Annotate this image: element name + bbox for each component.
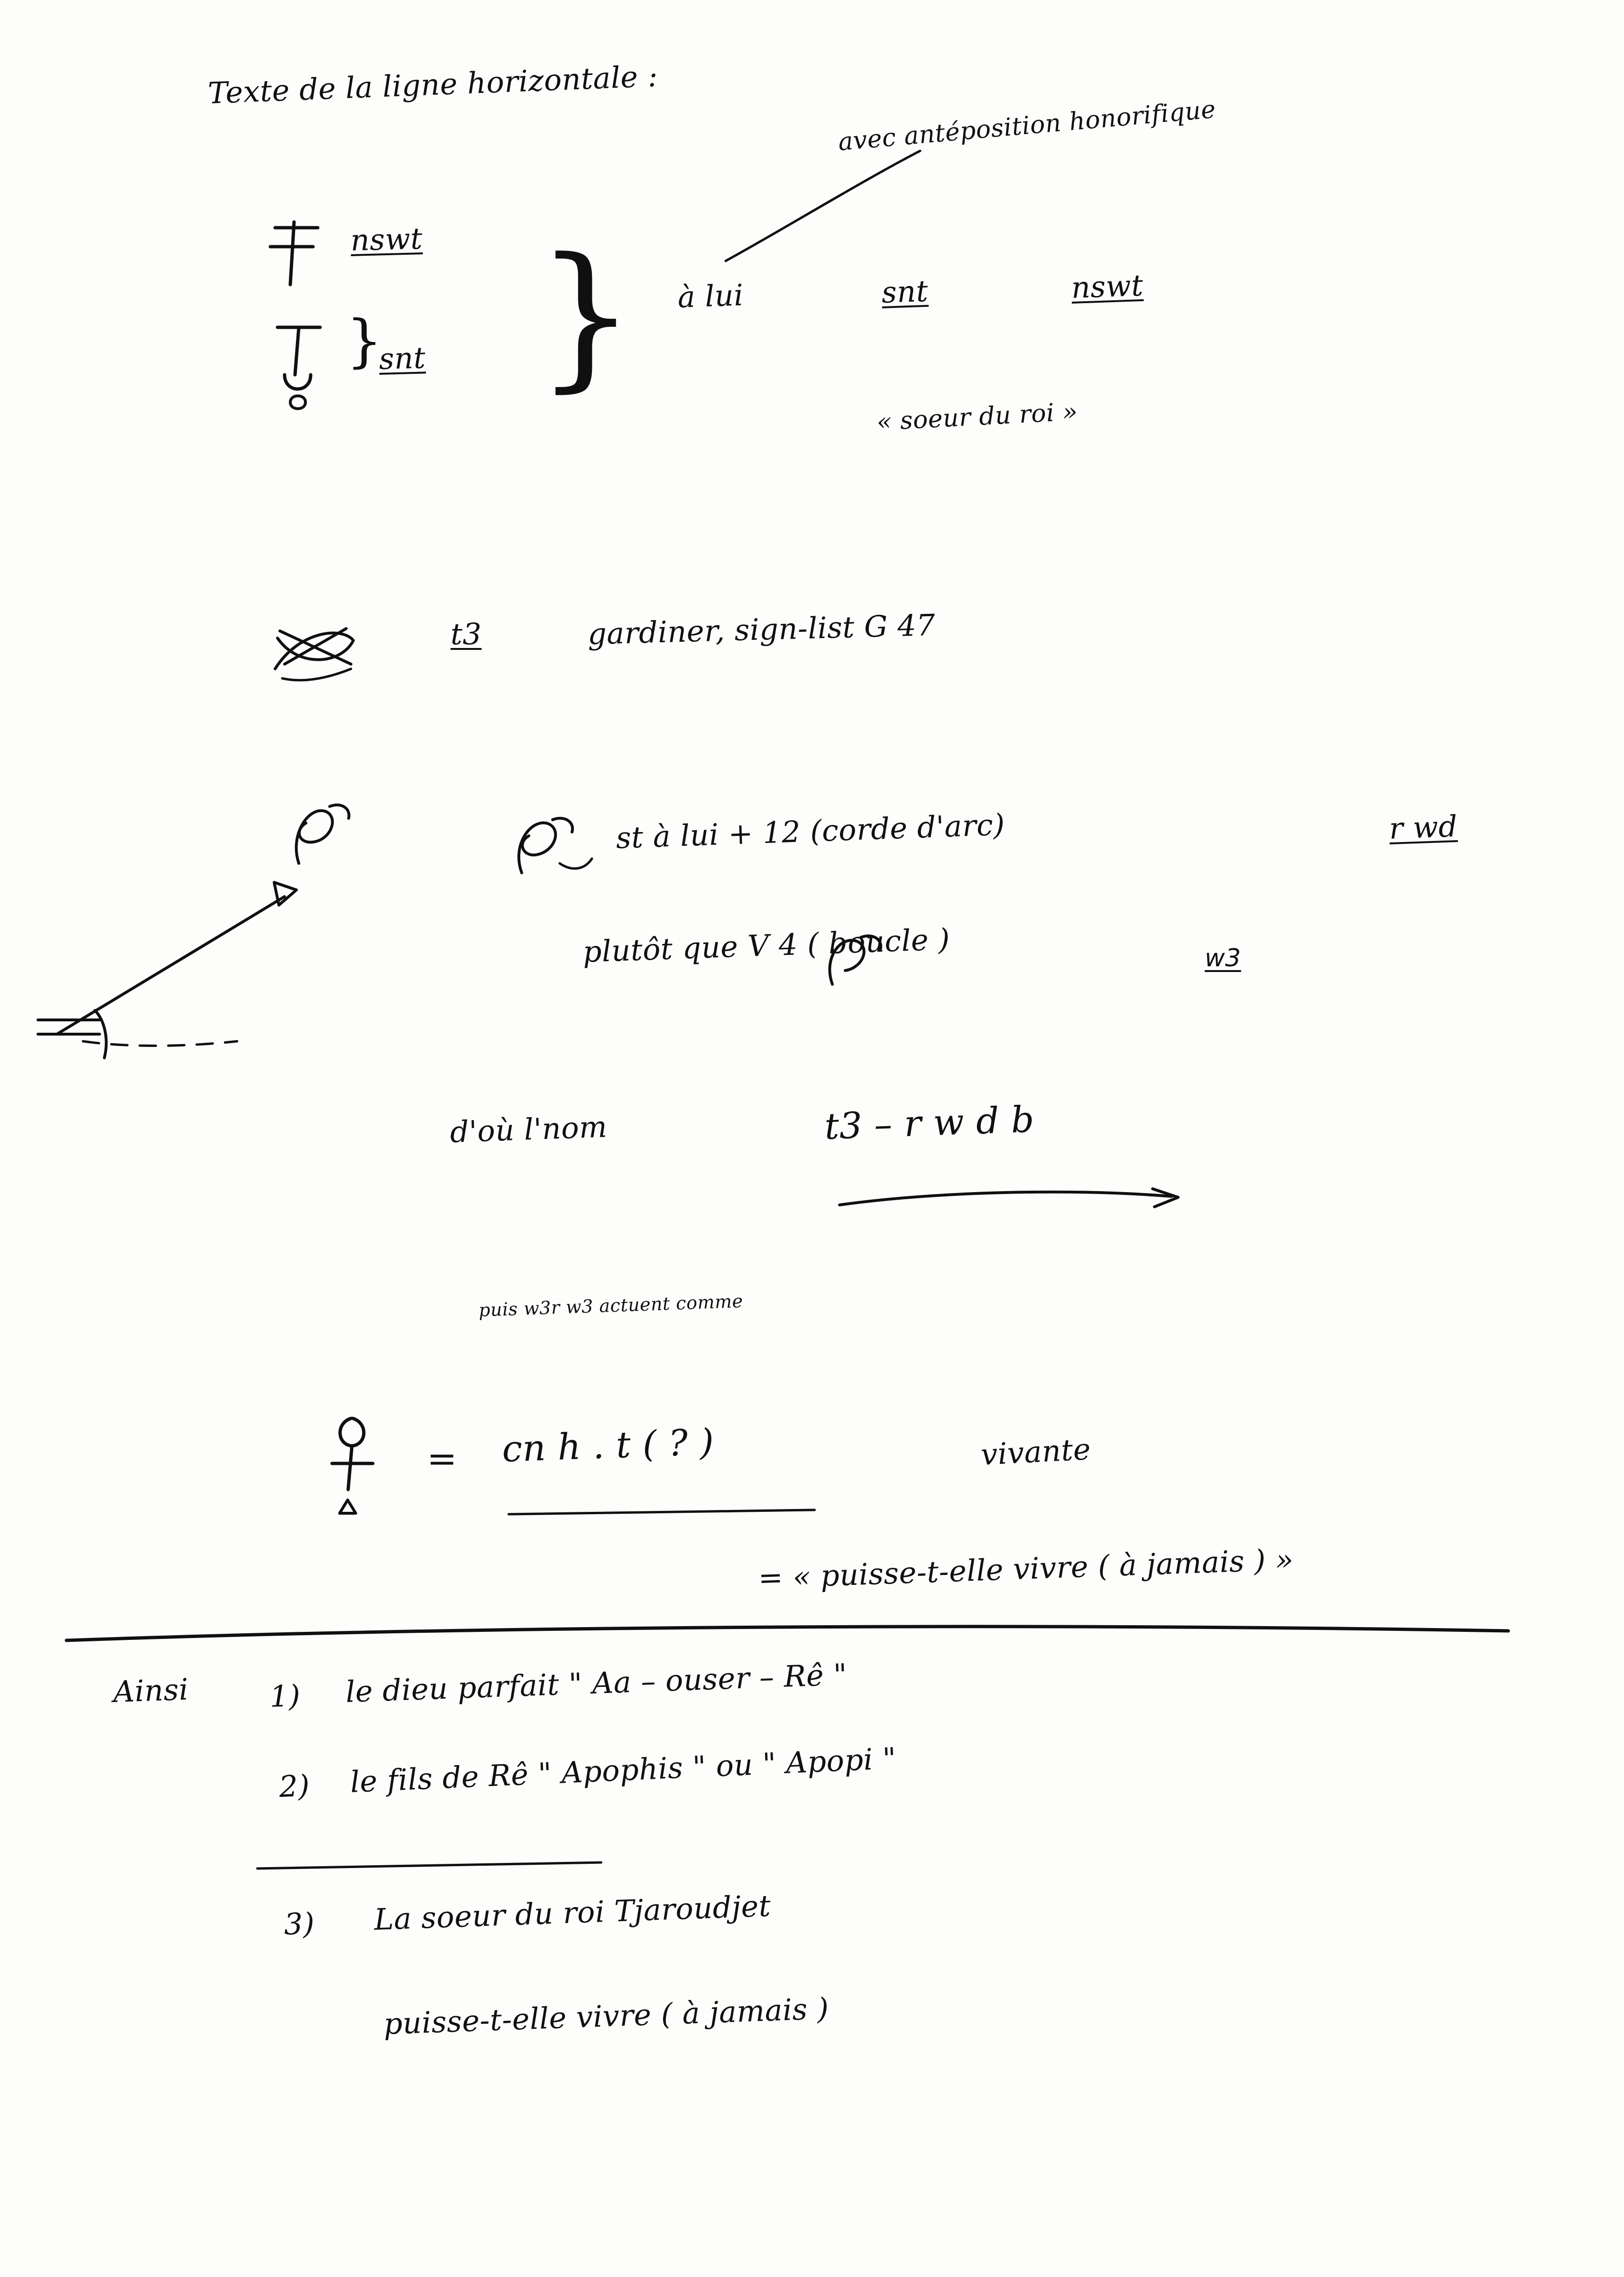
hieroglyph-snt-icon [266,323,332,417]
line3-text: st à lui + 12 (corde d'arc) [615,807,1006,855]
page-title: Texte de la ligne horizontale : [207,58,659,111]
phrase-snt: snt [881,273,929,310]
line5-formula: t3 – r w d b [823,1098,1035,1148]
formula-equals: = [427,1437,458,1480]
hieroglyph-jm-icon [280,797,356,868]
leader-stroke-title-note [721,142,920,266]
conclusion-3-text-b: puisse-t-elle vivre ( à jamais ) [383,1991,830,2041]
section-divider [66,1622,1513,1646]
conclusion-2-text: le fils de Rê " Apophis " ou " Apopi " [349,1740,897,1799]
hieroglyph-ankh-icon [327,1418,379,1527]
hieroglyph-t3-scribble-icon [270,612,360,688]
word-snt: snt [378,340,426,376]
brace-small: } [346,308,383,374]
hieroglyph-jm-inline-icon [503,811,593,882]
underline-formula-arrow [840,1186,1200,1219]
word-nswt: nswt [350,221,423,258]
underline-conclusion-2 [256,1861,602,1870]
conclusion-1-text: le dieu parfait " Aa – ouser – Rê " [345,1657,848,1709]
phrase-a-lui: à lui [677,278,744,315]
underline-formula [508,1509,816,1515]
hieroglyph-nswt-icon [266,218,323,289]
conclusion-3-text-a: La soeur du roi Tjaroudjet [373,1888,772,1937]
line4-text: plutôt que V 4 ( boucle ) [582,922,950,969]
formula-note: vivante [980,1431,1092,1472]
brace-large: } [536,224,636,407]
leader-stroke-margin [38,878,313,1067]
conclusion-1-number: 1) [269,1678,301,1714]
formula-gloss: = « puisse-t-elle vivre ( à jamais ) » [757,1542,1294,1595]
transliteration-t3: t3 [451,617,482,651]
title-note: avec antéposition honorifique [837,95,1217,157]
conclusion-3-number: 3) [283,1906,315,1942]
conclusion-2-number: 2) [278,1768,311,1804]
line6-text: puis w3r w3 actuent comme [478,1290,744,1321]
gloss-soeur-du-roi: « soeur du roi » [876,397,1079,436]
phrase-nswt: nswt [1070,268,1144,305]
formula-right: cn h . t ( ? ) [501,1420,715,1470]
line3-right: r wd [1388,809,1458,846]
line5-text: d'où l'nom [449,1109,608,1149]
line4-right: w3 [1205,944,1241,972]
conclusion-lead: Ainsi [112,1672,189,1709]
gardiner-reference: gardiner, sign-list G 47 [587,607,936,651]
